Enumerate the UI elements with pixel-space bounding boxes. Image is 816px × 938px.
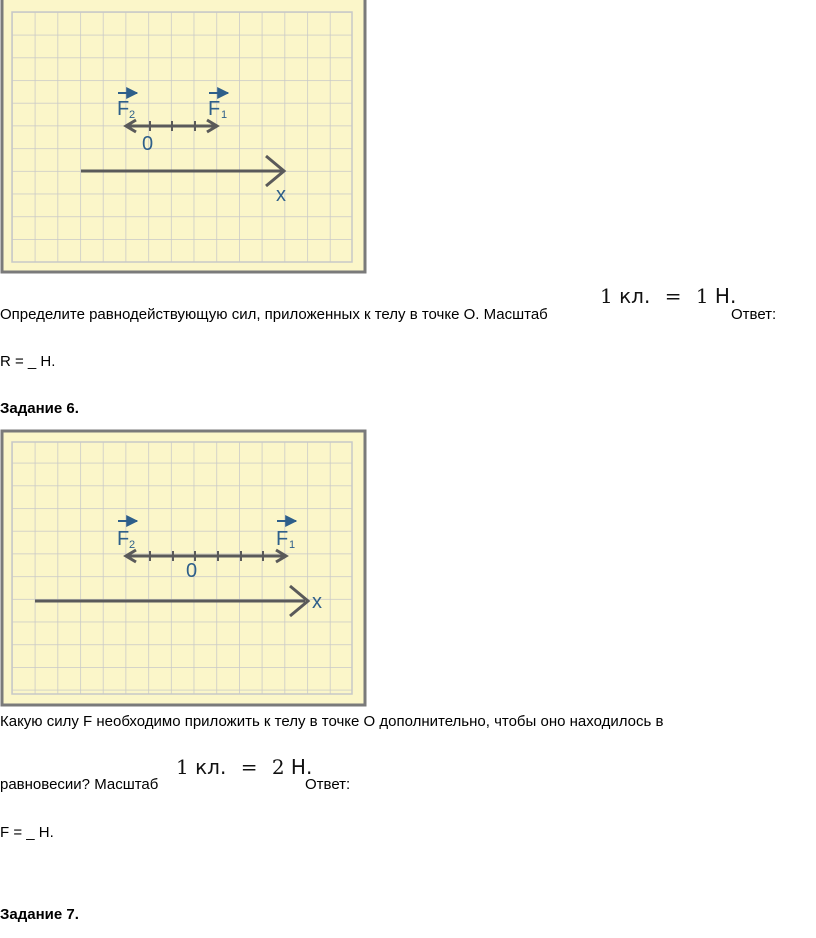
grid-lines xyxy=(12,442,352,694)
answer-line-2: F = _ Н. xyxy=(0,824,54,841)
scale-2-equals: = xyxy=(240,755,258,779)
origin-label: 0 xyxy=(186,560,198,582)
scale-1-number: 1 xyxy=(600,284,613,308)
f2-subscript: 2 xyxy=(129,539,136,551)
x-axis-label: x xyxy=(312,591,322,613)
f1-label: F xyxy=(276,528,289,550)
question-1-text: Определите равнодействующую сил, приложенных к телу в точке О. Масштаб xyxy=(0,306,548,323)
figure-2-force-diagram xyxy=(0,428,368,708)
scale-2-value: 2 xyxy=(271,755,285,779)
question-2-line-1: Какую силу F необходимо приложить к телу в точке О дополнительно, чтобы оно находилось в xyxy=(0,713,664,730)
scale-formula-2 xyxy=(176,755,312,779)
scale-1-force-unit: Н. xyxy=(714,284,737,308)
origin-label: 0 xyxy=(142,133,154,155)
scale-1-value: 1 xyxy=(695,284,709,308)
scale-2-force-unit: Н. xyxy=(290,755,313,779)
f2-label: F xyxy=(117,98,130,120)
scale-2-unit: кл. xyxy=(195,755,227,779)
answer-label-2: Ответ: xyxy=(305,776,351,793)
scale-2-number: 1 xyxy=(176,755,189,779)
task-6-title: Задание 6. xyxy=(0,400,79,417)
scale-formula-1 xyxy=(600,284,736,308)
f2-subscript: 2 xyxy=(129,109,136,121)
figure-1-force-diagram xyxy=(0,0,368,276)
x-axis-label: x xyxy=(276,184,286,206)
answer-label-1: Ответ: xyxy=(731,306,777,323)
f1-subscript: 1 xyxy=(221,109,228,121)
grid-lines xyxy=(12,12,352,262)
scale-1-equals: = xyxy=(664,284,682,308)
answer-line-1: R = _ Н. xyxy=(0,353,56,370)
task-7-title: Задание 7. xyxy=(0,906,79,923)
f1-subscript: 1 xyxy=(289,539,296,551)
f1-label: F xyxy=(208,98,221,120)
f2-label: F xyxy=(117,528,130,550)
scale-1-unit: кл. xyxy=(619,284,651,308)
question-2-line-2: равновесии? Масштаб xyxy=(0,776,159,793)
